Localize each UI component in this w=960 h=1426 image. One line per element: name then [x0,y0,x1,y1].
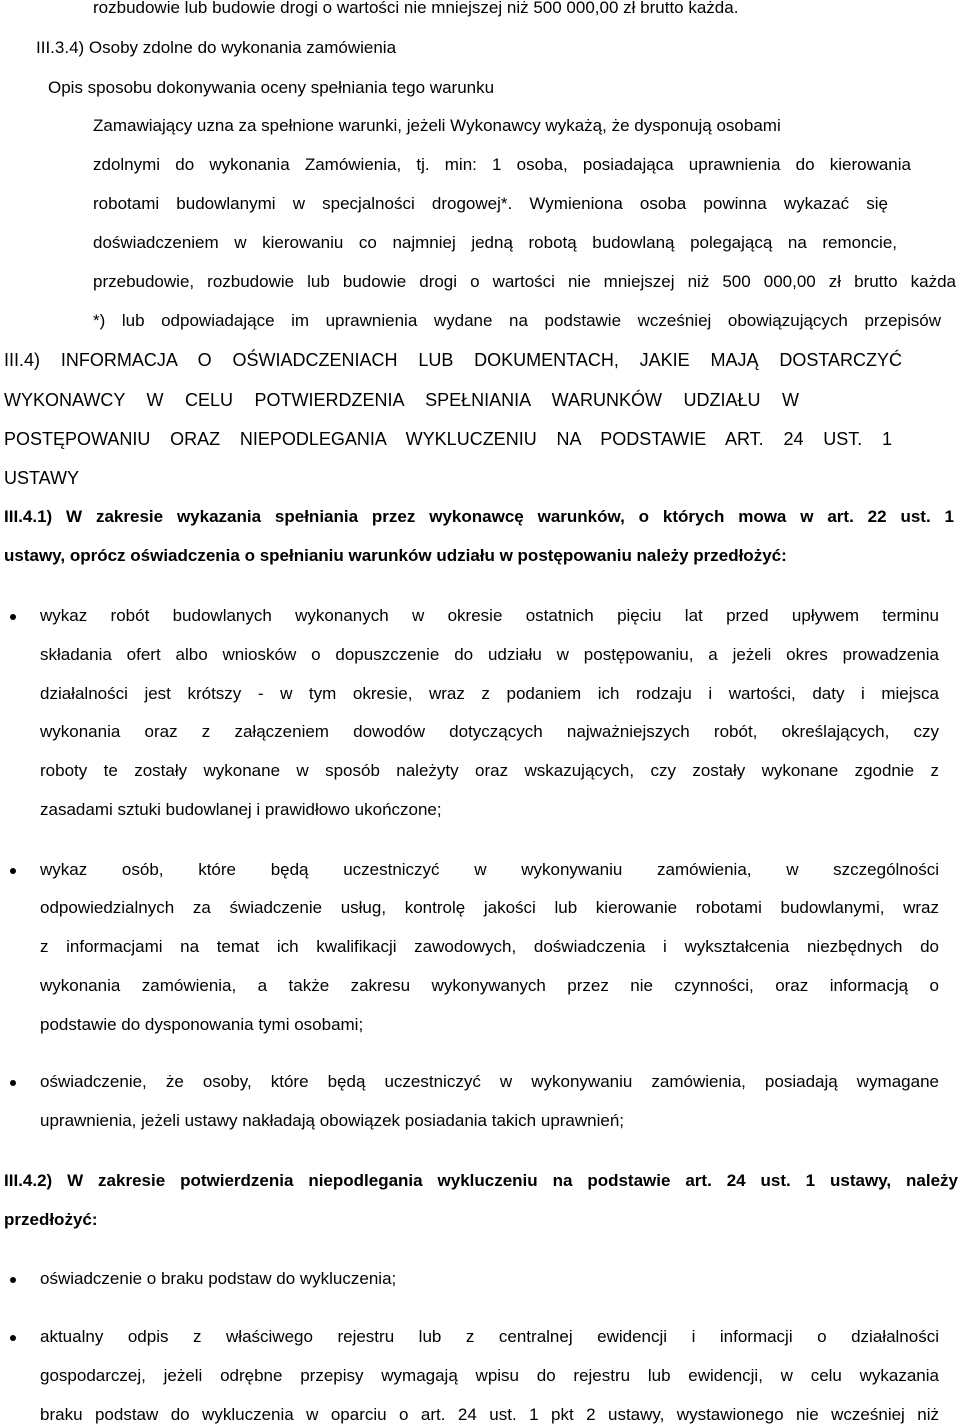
list-item-line: uprawnienia, jeżeli ustawy nakładają obowiązek posiadania takich uprawnień; [40,1111,625,1130]
list-item-line: podstawie do dysponowania tymi osobami; [40,1015,364,1034]
list-item-line: odpowiedzialnych za świadczenie usług, kontrolę jakości lub kierowanie robotami budowlanymi, wraz [40,898,939,917]
list-item-line: oświadczenie o braku podstaw do wykluczenia; [40,1269,397,1288]
list-item-line: gospodarczej, jeżeli odrębne przepisy wymagają wpisu do rejestru lub ewidencji, w celu wykazania [40,1366,939,1385]
section-title-iii-3-4: III.3.4) Osoby zdolne do wykonania zamówienia [36,38,397,57]
list-item-line: oświadczenie, że osoby, które będą uczestniczyć w wykonywaniu zamówienia, posiadają wymagane [40,1072,939,1091]
section-heading-line: WYKONAWCY W CELU POTWIERDZENIA SPEŁNIANIA WARUNKÓW UDZIAŁU W [4,390,799,410]
bullet-icon [10,1335,16,1341]
intro-top-line: rozbudowie lub budowie drogi o wartości nie mniejszej niż 500 000,00 zł brutto każda. [93,0,739,17]
list-item-line: z informacjami na temat ich kwalifikacji zawodowych, doświadczenia i wykształcenia niezbędnych do [40,937,939,956]
list-item-line: wykaz osób, które będą uczestniczyć w wykonywaniu zamówienia, w szczególności [40,860,939,879]
list-item-line: działalności jest krótszy - w tym okresie, wraz z podaniem ich rodzaju i wartości, daty i miejsca [40,684,939,703]
subsection-heading-line: ustawy, oprócz oświadczenia o spełnianiu warunków udziału w postępowaniu należy przedłożyć: [4,546,787,565]
list-item-line: wykonania zamówienia, a także zakresu wykonywanych przez nie czynności, oraz informacją o [40,976,939,995]
subsection-heading-line: III.4.1) W zakresie wykazania spełniania przez wykonawcę warunków, o których mowa w art. 22 ust. 1 [4,507,954,526]
paragraph-line: zdolnymi do wykonania Zamówienia, tj. min: 1 osoba, posiadająca uprawnienia do kierowania [93,155,911,174]
list-item-line: braku podstaw do wykluczenia w oparciu o art. 24 ust. 1 pkt 2 ustawy, wystawionego nie wcześniej niż [40,1405,939,1424]
paragraph-line: *) lub odpowiadające im uprawnienia wydane na podstawie wcześniej obowiązujących przepisów [93,311,941,330]
bullet-icon [10,868,16,874]
list-item-line: wykonania oraz z załączeniem dowodów dotyczących najważniejszych robót, określających, czy [40,722,939,741]
paragraph-line: przebudowie, rozbudowie lub budowie drogi o wartości nie mniejszej niż 500 000,00 zł brutto każda [93,272,956,291]
list-item-line: zasadami sztuki budowlanej i prawidłowo ukończone; [40,800,442,819]
section-heading-line: POSTĘPOWANIU ORAZ NIEPODLEGANIA WYKLUCZENIU NA PODSTAWIE ART. 24 UST. 1 [4,429,892,449]
paragraph-line: Zamawiający uzna za spełnione warunki, jeżeli Wykonawcy wykażą, że dysponują osobami [93,116,781,135]
list-item-line: aktualny odpis z właściwego rejestru lub z centralnej ewidencji i informacji o działalności [40,1327,939,1346]
subsection-heading-line: przedłożyć: [4,1210,98,1229]
bullet-icon [10,1277,16,1283]
list-item-line: roboty te zostały wykonane w sposób należyty oraz wskazujących, czy zostały wykonane zgodnie z [40,761,939,780]
list-item-line: wykaz robót budowlanych wykonanych w okresie ostatnich pięciu lat przed upływem terminu [40,606,939,625]
section-heading-line: USTAWY [4,468,79,488]
bullet-icon [10,614,16,620]
list-item-line: składania ofert albo wniosków o dopuszczenie do udziału w postępowaniu, a jeżeli okres prowadzenia [40,645,939,664]
assessment-title: Opis sposobu dokonywania oceny spełniania tego warunku [48,78,495,97]
subsection-heading-line: III.4.2) W zakresie potwierdzenia niepodlegania wykluczeniu na podstawie art. 24 ust. 1 ustawy, należy [4,1171,958,1190]
section-heading-line: III.4) INFORMACJA O OŚWIADCZENIACH LUB DOKUMENTACH, JAKIE MAJĄ DOSTARCZYĆ [4,350,902,370]
paragraph-line: robotami budowlanymi w specjalności drogowej*. Wymieniona osoba powinna wykazać się [93,194,888,213]
bullet-icon [10,1080,16,1086]
paragraph-line: doświadczeniem w kierowaniu co najmniej jedną robotą budowlaną polegającą na remoncie, [93,233,897,252]
